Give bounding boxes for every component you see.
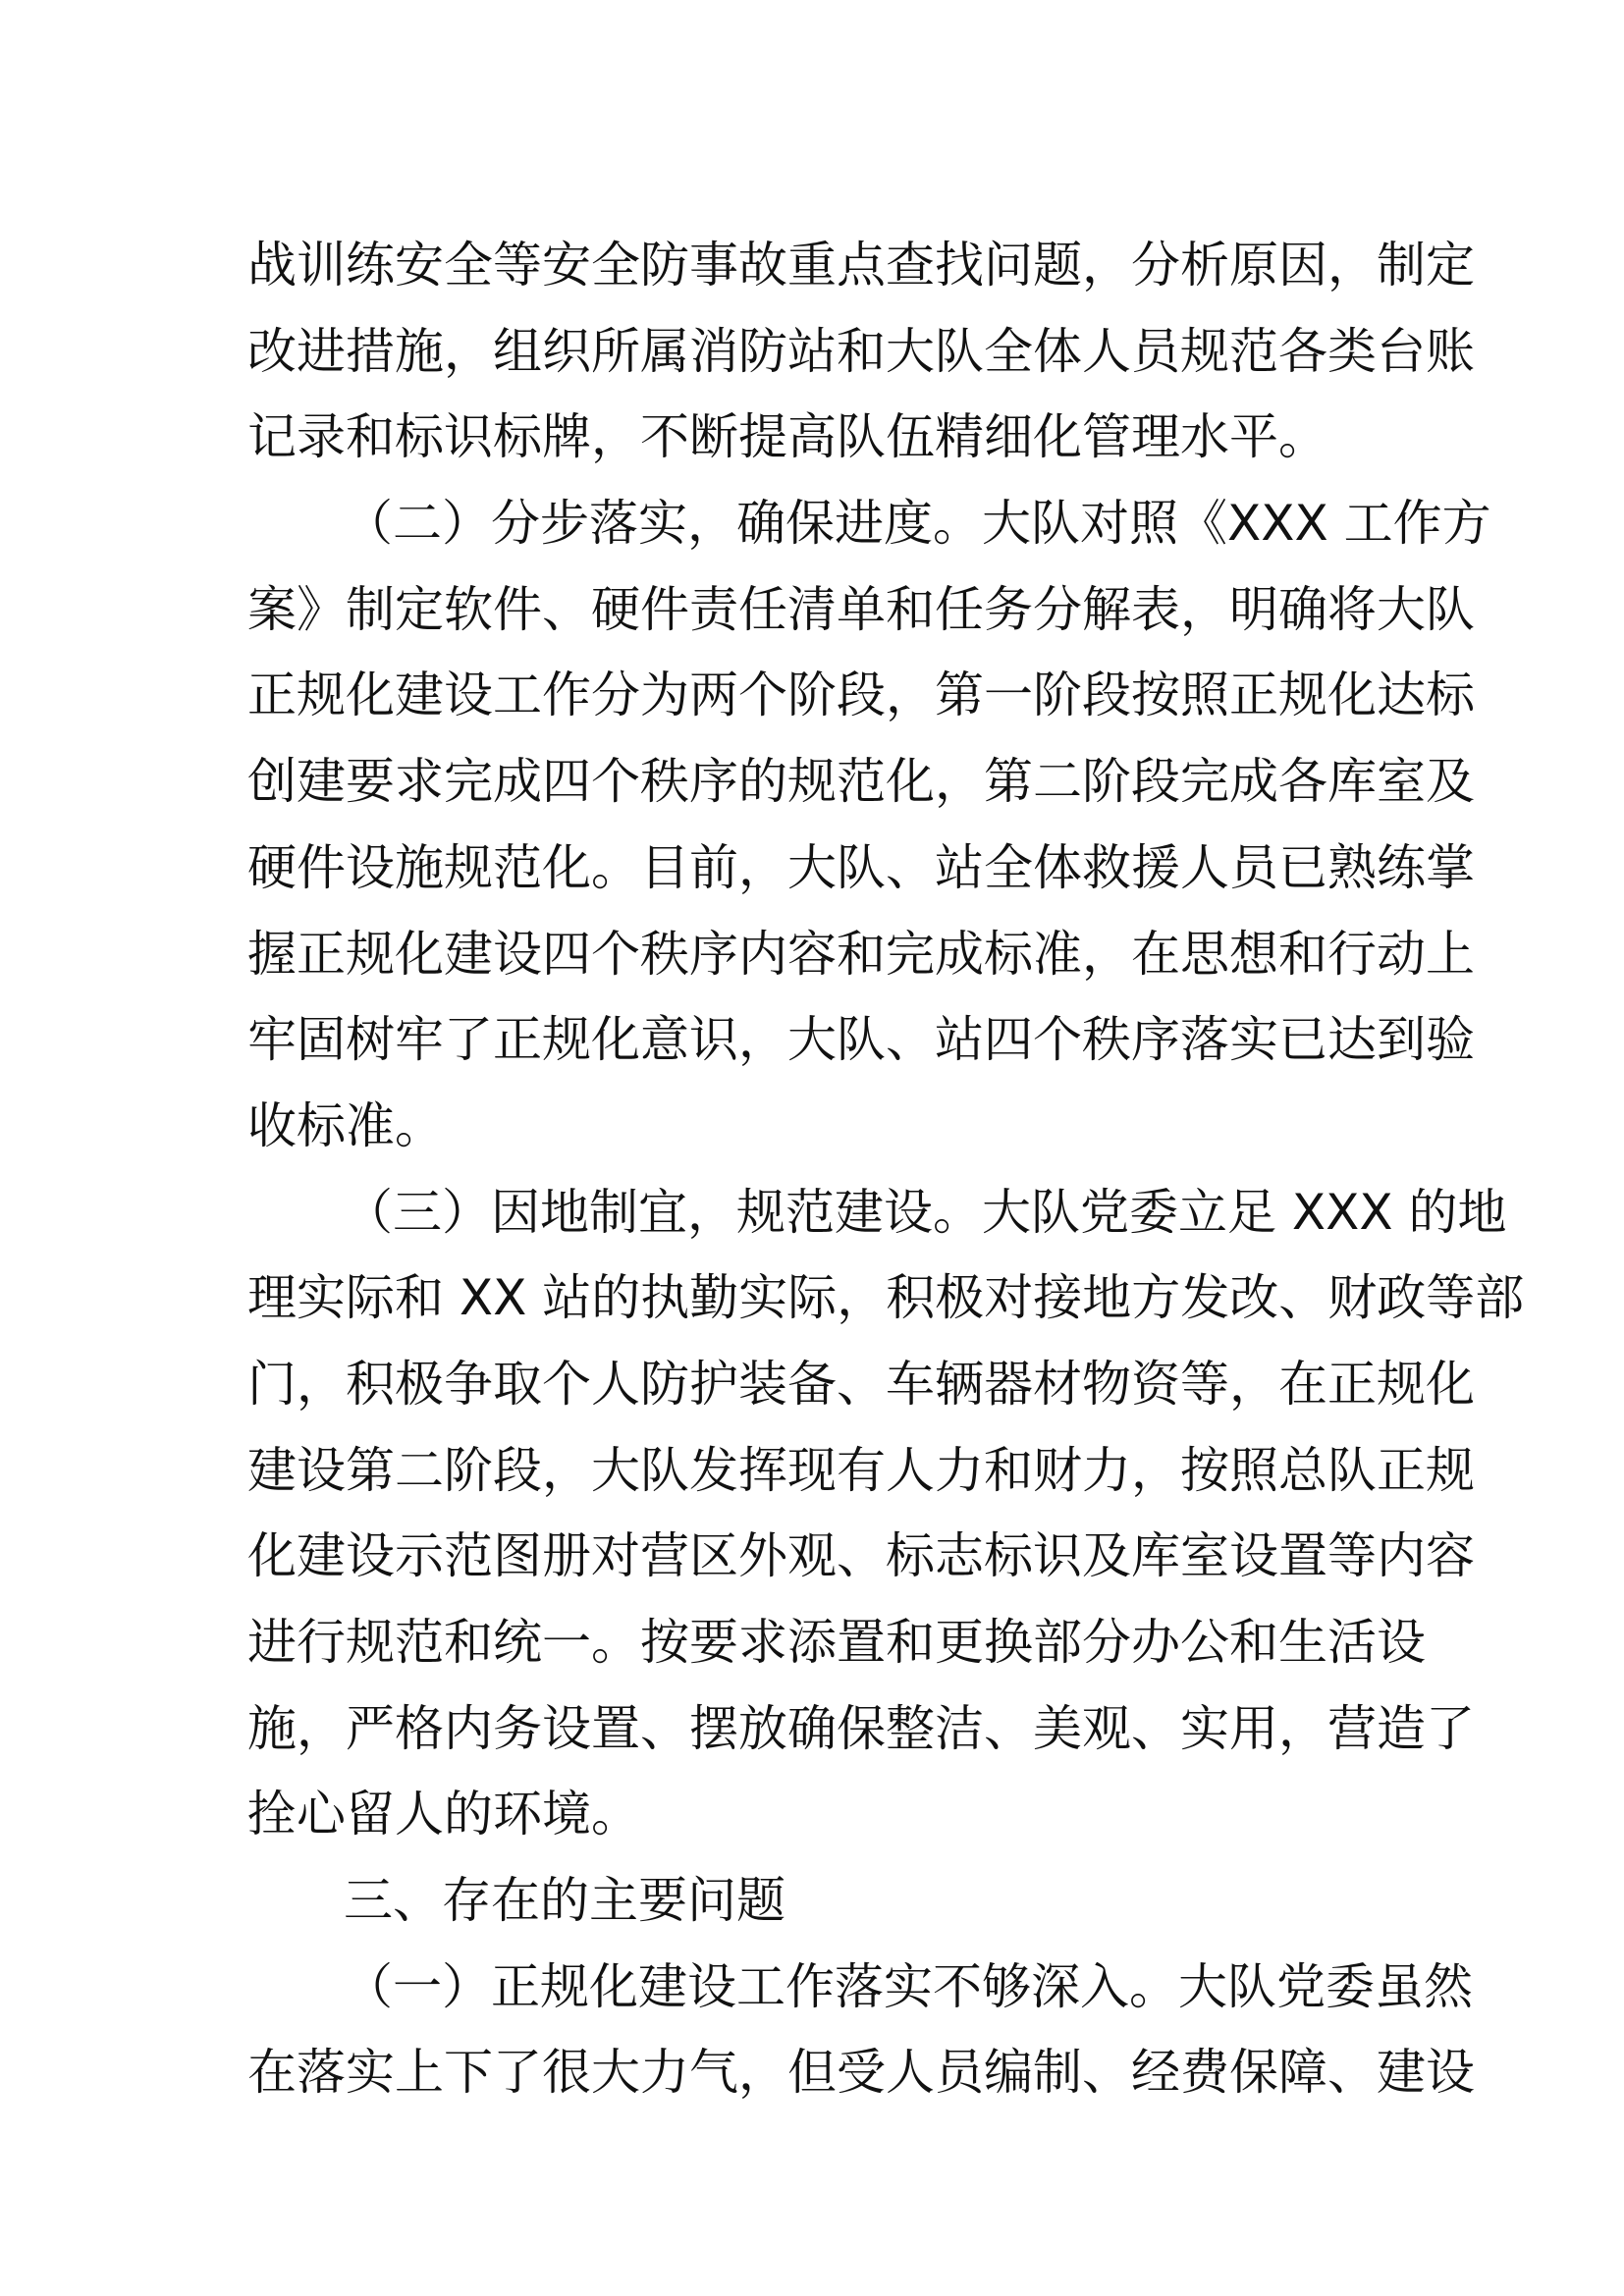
text-line: （三）因地制宜，规范建设。大队党委立足 XXX 的地: [344, 1183, 1507, 1241]
text-line: （二）分步落实，确保进度。大队对照《XXX 工作方: [344, 495, 1491, 553]
text-line: 战训练安全等安全防事故重点查找问题，分析原因，制定: [247, 237, 1475, 294]
text-line: 案》制定软件、硬件责任清单和任务分解表，明确将大队: [247, 580, 1475, 638]
text-line: 拴心留人的环境。: [247, 1786, 640, 1843]
text-line: 门，积极争取个人防护装备、车辆器材物资等，在正规化: [247, 1355, 1475, 1413]
text-line: 三、存在的主要问题: [344, 1872, 785, 1930]
text-line: 在落实上下了很大力气，但受人员编制、经费保障、建设: [247, 2044, 1475, 2102]
text-line: 化建设示范图册对营区外观、标志标识及库室设置等内容: [247, 1527, 1475, 1585]
text-line: 记录和标识标牌，不断提高队伍精细化管理水平。: [247, 408, 1327, 466]
text-line: 牢固树牢了正规化意识，大队、站四个秩序落实已达到验: [247, 1011, 1475, 1069]
text-line: 正规化建设工作分为两个阶段，第一阶段按照正规化达标: [247, 667, 1475, 724]
text-line: 改进措施，组织所属消防站和大队全体人员规范各类台账: [247, 322, 1475, 380]
text-line: 收标准。: [247, 1096, 444, 1154]
text-line: 硬件设施规范化。目前，大队、站全体救援人员已熟练掌: [247, 838, 1475, 896]
text-line: 进行规范和统一。按要求添置和更换部分办公和生活设: [247, 1614, 1426, 1671]
text-line: 建设第二阶段，大队发挥现有人力和财力，按照总队正规: [247, 1441, 1475, 1499]
text-line: 创建要求完成四个秩序的规范化，第二阶段完成各库室及: [247, 753, 1475, 811]
text-line: 握正规化建设四个秩序内容和完成标准，在思想和行动上: [247, 925, 1475, 983]
text-line: 施，严格内务设置、摆放确保整洁、美观、实用，营造了: [247, 1699, 1475, 1757]
text-line: 理实际和 XX 站的执勤实际，积极对接地方发改、财政等部: [247, 1269, 1525, 1327]
text-line: （一）正规化建设工作落实不够深入。大队党委虽然: [344, 1957, 1473, 2015]
document-page: [247, 223, 1525, 2116]
